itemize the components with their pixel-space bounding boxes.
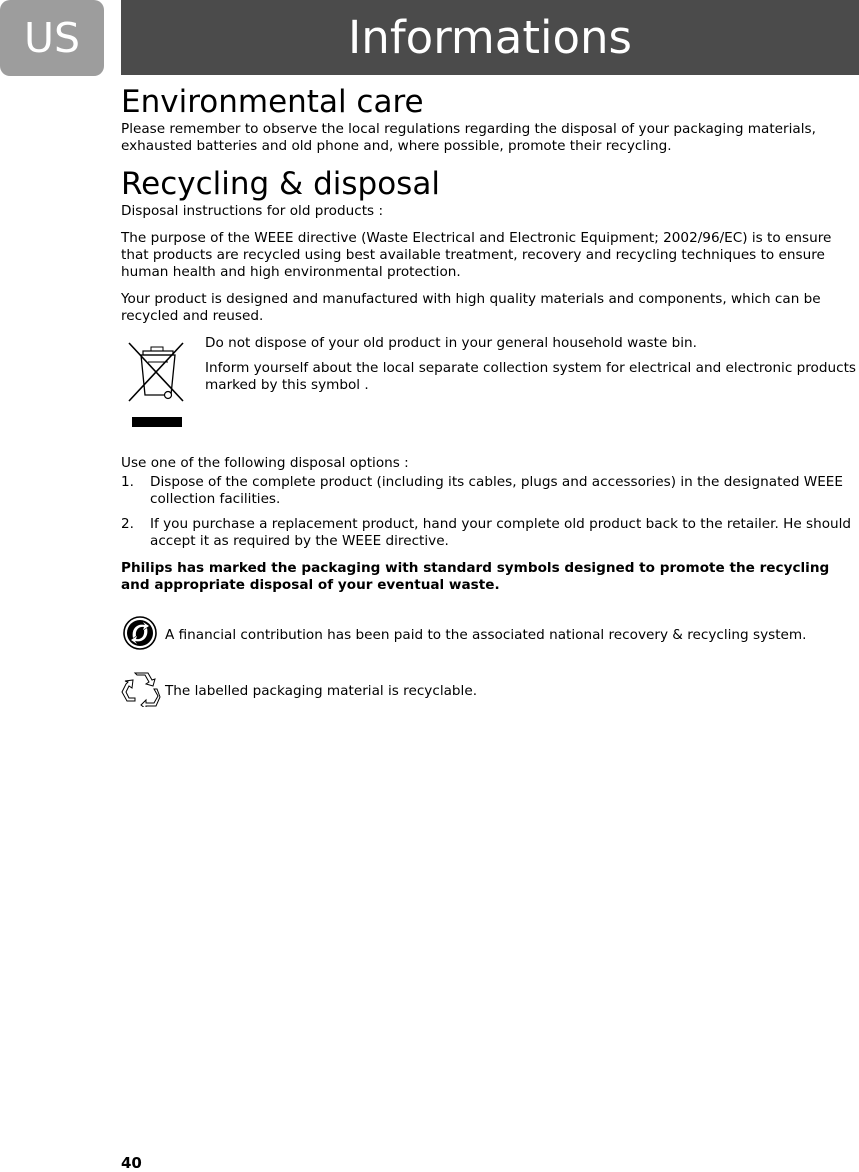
- weee-purpose-text: The purpose of the WEEE directive (Waste Electrical and Electronic Equipment; 2002/96/EC) is to ensure that products are recycled using best available treatment, recovery and recycling techniques to ensure human health and high environmental protection.: [121, 230, 832, 280]
- language-tab: US: [0, 0, 104, 76]
- options-intro: Use one of the following disposal options :: [121, 455, 409, 471]
- recycling-disposal-heading: Recycling & disposal: [121, 166, 440, 202]
- disposal-options-list: [121, 474, 857, 550]
- page-title: Informations: [121, 0, 859, 75]
- bin-note-collection: Inform yourself about the local separate collection system for electrical and electronic products marked by this symbol .: [205, 360, 856, 393]
- product-design-text: Your product is designed and manufactured with high quality materials and components, which can be recycled and reused.: [121, 291, 821, 324]
- crossed-out-wheelie-bin-icon: [121, 335, 205, 455]
- green-dot-icon: [121, 614, 165, 657]
- recycle-icon: [121, 671, 165, 712]
- weee-symbol-block: [121, 335, 857, 455]
- list-item: [121, 516, 857, 550]
- environmental-care-text: Please remember to observe the local regulations regarding the disposal of your packaging materials, exhausted batteries and old phone and, where possible, promote their recycling.: [121, 121, 816, 154]
- weee-instructions: [205, 335, 857, 455]
- disposal-intro: Disposal instructions for old products :: [121, 203, 384, 219]
- list-item: [121, 474, 857, 508]
- list-item-text: Dispose of the complete product (including its cables, plugs and accessories) in the designated WEEE collection facilities.: [150, 474, 843, 507]
- list-item-number: 1.: [121, 474, 134, 490]
- recyclable-text: The labelled packaging material is recyclable.: [165, 683, 478, 699]
- bin-note-household: Do not dispose of your old product in your general household waste bin.: [205, 335, 697, 351]
- page-number: 40: [121, 1154, 142, 1172]
- green-dot-text: A financial contribution has been paid to the associated national recovery & recycling system.: [165, 627, 807, 643]
- recyclable-row: [121, 671, 857, 712]
- list-item-number: 2.: [121, 516, 134, 532]
- philips-packaging-note: Philips has marked the packaging with standard symbols designed to promote the recycling and appropriate disposal of your eventual waste.: [121, 560, 830, 593]
- main-content: [121, 83, 857, 712]
- green-dot-row: [121, 614, 857, 657]
- environmental-care-heading: Environmental care: [121, 84, 424, 120]
- list-item-text: If you purchase a replacement product, hand your complete old product back to the retailer. He should accept it as required by the WEEE directive.: [150, 516, 852, 549]
